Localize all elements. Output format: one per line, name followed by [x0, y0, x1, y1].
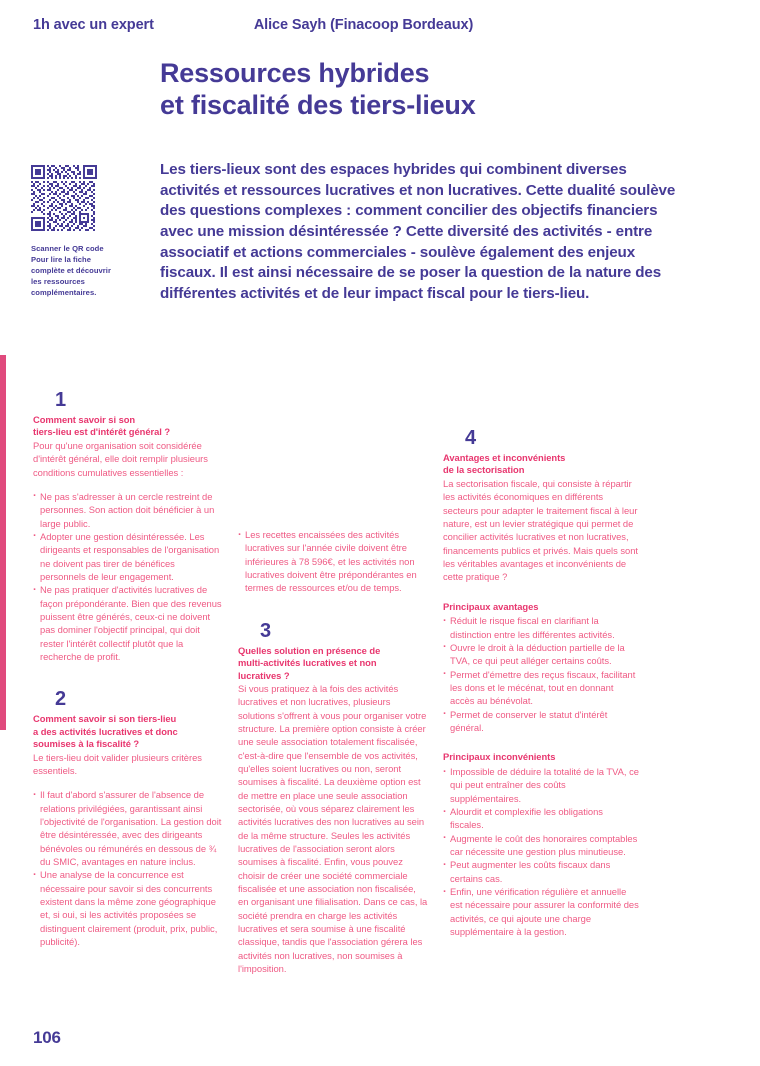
- list-item: · Augmente le coût des honoraires comptables car nécessite une gestion plus minutieuse.: [443, 832, 639, 859]
- qr-block: [31, 165, 141, 298]
- section-4-heading-line-1: Avantages et inconvénients: [443, 452, 566, 463]
- page-title: [160, 58, 720, 122]
- list-item: · Il faut d'abord s'assurer de l'absence de relations privilégiées, garantissant ainsi l'objectivité de l'organisation. La gestion doit être désintéressée, avec des dirigeants bénévoles ou rémunérés en dessous de ¾ du SMIC, avantages en nature inclus.: [33, 788, 223, 868]
- qr-caption-line-2: Pour lire la fiche: [31, 255, 91, 264]
- column-3: [443, 428, 639, 939]
- list-item: · Les recettes encaissées des activités lucratives sur l'année civile doivent être inférieures à 78 596€, et les activités non lucratives doivent être prépondérantes en termes de ressources et/ou de temps.: [238, 528, 428, 595]
- section-1-heading-line-2: tiers-lieu est d'intérêt général ?: [33, 426, 171, 438]
- list-item: · Peut augmenter les coûts fiscaux dans certains cas.: [443, 858, 639, 885]
- qr-caption-line-3: complète et découvrir: [31, 266, 111, 275]
- section-2-number: 2: [55, 688, 67, 711]
- advantages-heading: Principaux avantages: [443, 600, 539, 612]
- section-1-number: 1: [55, 389, 67, 411]
- qr-caption: [31, 243, 141, 298]
- section-3-heading-line-2: multi-activités lucratives et non: [238, 657, 377, 669]
- section-4-heading: [443, 452, 639, 477]
- section-4-intro: La sectorisation fiscale, qui consiste à répartir les activités économiques en différents secteurs pour adapter le traitement fiscal à leur nature, est un levier stratégique qui permet de concilier activités lucratives et non lucratives, financements publics et privés. Mais quels sont les véritables avantages et inconvénients de cette pratique ?: [443, 477, 638, 583]
- column-1: [33, 390, 223, 948]
- section-3-intro: Si vous pratiquez à la fois des activités lucratives et non lucratives, plusieurs solutions s'offrent à vous pour organiser votre structure. La première option consiste à créer une seule association totalement fiscalisée, c'est-à-dire que l'ensemble de vos activités, qu'elles soient lucratives ou non, seront soumises à fiscalité. La deuxième option est de mettre en place une seule association sectorisée, où vous séparez clairement les activités lucratives des non lucratives au sein de la même structure. Seules les activités lucratives de l'association seront alors soumises à fiscalité. Enfin, vous pouvez choisir de créer une société commerciale fiscalisée et une association non fiscalisée, en organisant une filialisation. Dans ce cas, la société prendra en charge les activités lucratives et sera soumise à une fiscalité classique, tandis que l'association gérera les activités non lucratives, non soumises à l'imposition.: [238, 682, 428, 975]
- section-1-bullets: [33, 490, 223, 663]
- section-2-heading-line-1: Comment savoir si son tiers-lieu: [33, 713, 177, 725]
- header-kicker: 1h avec un expert: [33, 17, 154, 33]
- list-item: · Permet de conserver le statut d'intérêt général.: [443, 708, 639, 735]
- section-1: [33, 390, 223, 663]
- title-line-2: et fiscalité des tiers-lieux: [160, 89, 476, 120]
- list-item: · Permet d'émettre des reçus fiscaux, facilitant les dons et le mécénat, tout en donnant accès au bénévolat.: [443, 668, 639, 708]
- section-2-heading: [33, 713, 223, 750]
- lead-paragraph: Les tiers-lieux sont des espaces hybrides qui combinent diverses activités et ressources lucratives et non lucratives. Cette dualité soulève des questions complexes : comment concilier des objectifs financiers avec une mission désintéressée ? Cette diversité des activités - entre associatif et actions commerciales - soulève également des enjeux fiscaux. Il est ainsi nécessaire de se poser la question de la nature des différentes activités et de leur impact fiscal pour le tiers-lieu.: [160, 161, 676, 303]
- section-1-heading-line-1: Comment savoir si son: [33, 414, 136, 425]
- qr-caption-line-4: les ressources: [31, 277, 85, 286]
- section-3: [238, 621, 428, 976]
- title-line-1: Ressources hybrides: [160, 58, 430, 88]
- section-1-intro: Pour qu'une organisation soit considérée d'intérêt général, elle doit remplir plusieurs conditions cumulatives essentielles :: [33, 439, 208, 478]
- header-author: Alice Sayh (Finacoop Bordeaux): [253, 17, 474, 33]
- drawbacks-list: [443, 765, 639, 938]
- section-3-heading-line-1: Quelles solution en présence de: [238, 644, 381, 656]
- section-1-heading: [33, 414, 223, 439]
- section-2-heading-line-3: soumises à la fiscalité ?: [33, 738, 140, 750]
- column-2: [238, 528, 428, 976]
- list-item: · Enfin, une vérification régulière et annuelle est nécessaire pour assurer la conformité des activités, ce qui ajoute une charge supplémentaire à la gestion.: [443, 885, 639, 938]
- qr-caption-line-5: complémentaires.: [31, 288, 97, 297]
- section-4-heading-line-2: de la sectorisation: [443, 464, 525, 476]
- section-3-number: 3: [260, 619, 272, 642]
- list-item: · Ne pas pratiquer d'activités lucratives de façon prépondérante. Bien que des revenus puissent être générés, ceux-ci ne doivent pas dominer l'objectif principal, qui doit rester l'intérêt collectif plutôt que la recherche de profit.: [33, 583, 223, 663]
- list-item: · Réduit le risque fiscal en clarifiant la distinction entre les différentes activités.: [443, 614, 639, 641]
- qr-code-icon[interactable]: [31, 165, 97, 231]
- section-2-bullets-part-2: [238, 528, 428, 595]
- qr-caption-line-1: Scanner le QR code: [31, 244, 104, 253]
- page-header: [33, 17, 733, 33]
- drawbacks-heading: Principaux inconvénients: [443, 751, 556, 763]
- list-item: · Impossible de déduire la totalité de la TVA, ce qui peut entraîner des coûts supplémentaires.: [443, 765, 639, 805]
- list-item: · Alourdit et complexifie les obligations fiscales.: [443, 805, 639, 832]
- list-item: · Adopter une gestion désintéressée. Les dirigeants et responsables de l'organisation ne doivent pas tirer de bénéfices personnels de leur engagement.: [33, 530, 223, 583]
- section-2-intro: Le tiers-lieu doit valider plusieurs critères essentiels.: [33, 751, 202, 776]
- section-2: [33, 689, 223, 948]
- page-number: 106: [33, 1028, 61, 1047]
- left-accent-bar: [0, 355, 6, 730]
- section-3-heading: [238, 645, 428, 682]
- list-item: · Ne pas s'adresser à un cercle restreint de personnes. Son action doit bénéficier à un large public.: [33, 490, 223, 530]
- list-item: · Ouvre le droit à la déduction partielle de la TVA, ce qui peut alléger certains coûts.: [443, 641, 639, 668]
- section-4-number: 4: [465, 427, 477, 449]
- advantages-list: [443, 614, 639, 734]
- list-item: · Une analyse de la concurrence est nécessaire pour savoir si des concurrents existent dans la même zone géographique et, si oui, si les activités proposées se distinguent clairement (produit, prix, public, publicité).: [33, 868, 223, 948]
- section-2-bullets-part-1: [33, 788, 223, 948]
- section-2-heading-line-2: a des activités lucratives et donc: [33, 725, 178, 737]
- article-columns: [33, 390, 733, 1030]
- section-3-heading-line-3: lucratives ?: [238, 669, 290, 681]
- section-4: [443, 428, 639, 939]
